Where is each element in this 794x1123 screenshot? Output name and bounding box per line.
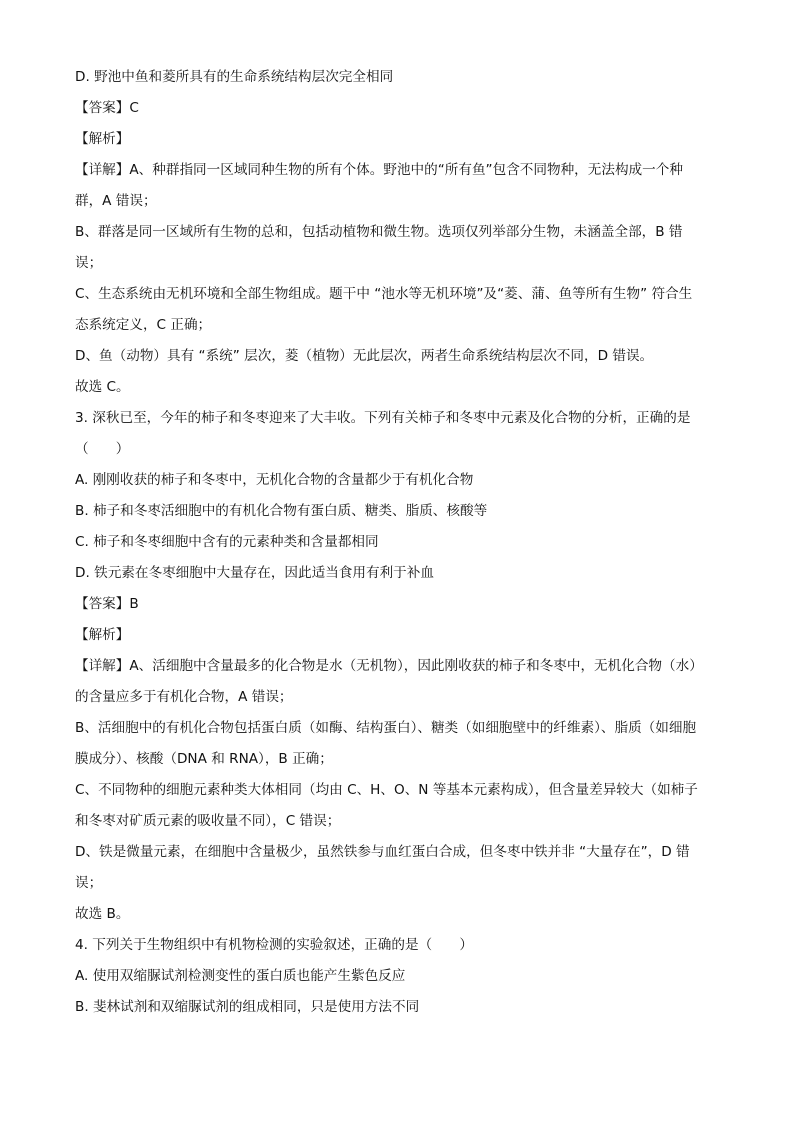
option-b-q4: B. 斐林试剂和双缩脲试剂的组成相同，只是使用方法不同 <box>75 999 420 1015</box>
explanation-q3-line: C、不同物种的细胞元素种类大体相同（均由 C、H、O、N 等基本元素构成），但含量差异较大（如柿子 <box>75 782 698 798</box>
option-a-q3: A. 刚刚收获的柿子和冬枣中，无机化合物的含量都少于有机化合物 <box>75 472 474 488</box>
question-4-stem: 4. 下列关于生物组织中有机物检测的实验叙述，正确的是（ ） <box>75 937 473 953</box>
explanation-q2-line: B、群落是同一区域所有生物的总和，包括动植物和微生物。选项仅列举部分生物，未涵盖全部，B 错 <box>75 224 683 240</box>
option-a-q4: A. 使用双缩脲试剂检测变性的蛋白质也能产生紫色反应 <box>75 968 406 984</box>
option-d-q3: D. 铁元素在冬枣细胞中大量存在，因此适当食用有利于补血 <box>75 565 434 581</box>
analysis-heading-q3: 【解析】 <box>75 627 130 643</box>
conclusion-q2: 故选 C。 <box>75 379 130 395</box>
explanation-q2-line: 态系统定义，C 正确； <box>75 317 212 333</box>
document-page <box>75 62 725 1023</box>
explanation-q3-line: 的含量应多于有机化合物，A 错误； <box>75 689 293 705</box>
explanation-q2-line: 【详解】A、种群指同一区域同种生物的所有个体。野池中的“所有鱼”包含不同物种，无法构成一个种 <box>75 162 683 178</box>
analysis-heading-q2: 【解析】 <box>75 131 130 147</box>
explanation-q3-line: B、活细胞中的有机化合物包括蛋白质（如酶、结构蛋白）、糖类（如细胞壁中的纤维素）、脂质（如细胞 <box>75 720 697 736</box>
explanation-q2-line: D、鱼（动物）具有 “系统” 层次，菱（植物）无此层次，两者生命系统结构层次不同，D 错误。 <box>75 348 654 364</box>
explanation-q3-line: 膜成分）、核酸（DNA 和 RNA），B 正确； <box>75 751 333 767</box>
answer-q3: 【答案】B <box>75 596 139 612</box>
conclusion-q3: 故选 B。 <box>75 906 130 922</box>
question-3-stem: 3. 深秋已至，今年的柿子和冬枣迎来了大丰收。下列有关柿子和冬枣中元素及化合物的分析，正确的是 <box>75 410 691 426</box>
explanation-q3-line: 和冬枣对矿质元素的吸收量不同），C 错误； <box>75 813 341 829</box>
option-d-q2: D. 野池中鱼和菱所具有的生命系统结构层次完全相同 <box>75 69 394 85</box>
explanation-q2-line: 群，A 错误； <box>75 193 157 209</box>
explanation-q2-line: 误； <box>75 255 103 271</box>
option-b-q3: B. 柿子和冬枣活细胞中的有机化合物有蛋白质、糖类、脂质、核酸等 <box>75 503 488 519</box>
option-c-q3: C. 柿子和冬枣细胞中含有的元素种类和含量都相同 <box>75 534 379 550</box>
explanation-q2-line: C、生态系统由无机环境和全部生物组成。题干中 “池水等无机环境”及“菱、蒲、鱼等所有生物” 符合生 <box>75 286 693 302</box>
question-3-blank: （ ） <box>75 441 130 457</box>
explanation-q3-line: 误； <box>75 875 103 891</box>
explanation-q3-line: D、铁是微量元素，在细胞中含量极少，虽然铁参与血红蛋白合成，但冬枣中铁并非 “大量存在”，D 错 <box>75 844 690 860</box>
explanation-q3-line: 【详解】A、活细胞中含量最多的化合物是水（无机物），因此刚收获的柿子和冬枣中，无机化合物（水） <box>75 658 703 674</box>
answer-q2: 【答案】C <box>75 100 139 116</box>
